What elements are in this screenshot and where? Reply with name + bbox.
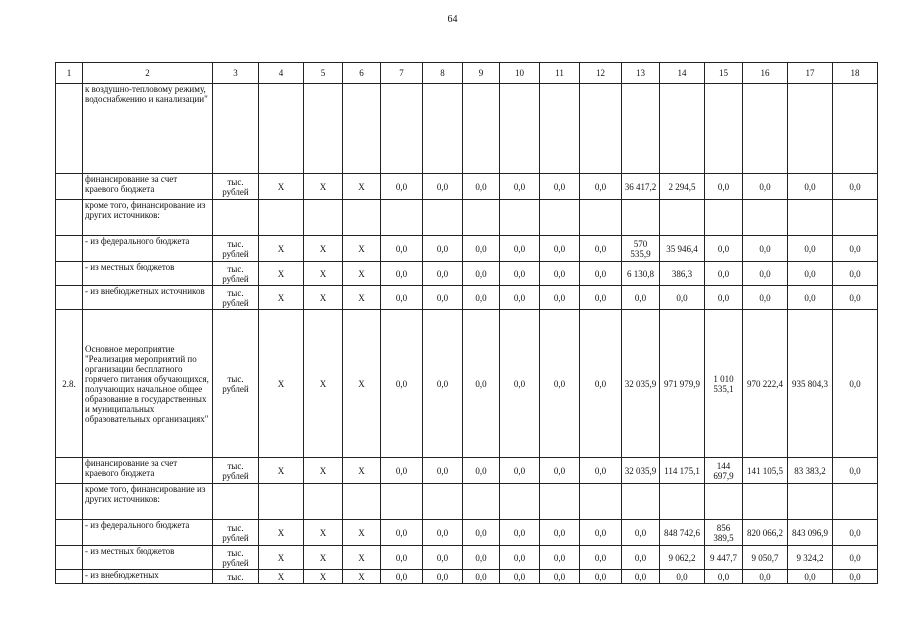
row-label-cell: - из федерального бюджета	[83, 236, 213, 262]
table-cell: 2 294,5	[660, 174, 705, 200]
table-cell: 0,0	[540, 520, 580, 546]
table-cell: 0,0	[580, 458, 622, 484]
table-cell	[304, 200, 343, 236]
table-cell	[622, 484, 660, 520]
table-cell: X	[343, 458, 381, 484]
table-cell: 0,0	[833, 174, 878, 200]
table-cell	[213, 484, 259, 520]
table-cell: X	[259, 310, 304, 458]
table-cell: тыс. рублей	[213, 458, 259, 484]
table-cell: 935 804,3	[788, 310, 833, 458]
table-cell	[540, 484, 580, 520]
row-label-cell: - из местных бюджетов	[83, 546, 213, 570]
table-cell: 83 383,2	[788, 458, 833, 484]
table-cell	[259, 484, 304, 520]
table-row	[56, 458, 878, 484]
table-cell: 570 535,9	[622, 236, 660, 262]
table-cell	[56, 484, 83, 520]
table-cell: X	[304, 286, 343, 310]
table-cell: 0,0	[788, 262, 833, 286]
table-cell: 0,0	[423, 310, 463, 458]
table-cell: 0,0	[423, 286, 463, 310]
table-cell: 0,0	[500, 262, 540, 286]
table-cell	[381, 84, 423, 174]
table-row	[56, 236, 878, 262]
table-cell: 0,0	[463, 546, 500, 570]
table-cell: X	[343, 570, 381, 584]
table-cell	[622, 200, 660, 236]
table-cell: X	[343, 236, 381, 262]
table-cell	[381, 484, 423, 520]
table-cell	[743, 200, 788, 236]
table-cell: 0,0	[463, 286, 500, 310]
table-cell: X	[343, 520, 381, 546]
table-cell	[705, 484, 743, 520]
table-cell	[56, 236, 83, 262]
table-cell: X	[259, 546, 304, 570]
row-label-cell: кроме того, финансирование из других источников:	[83, 484, 213, 520]
table-cell: 0,0	[381, 570, 423, 584]
table-cell	[580, 200, 622, 236]
column-header: 6	[343, 63, 381, 84]
row-label-cell: к воздушно-тепловому режиму, водоснабжению и канализации"	[83, 84, 213, 174]
table-cell: 9 447,7	[705, 546, 743, 570]
table-cell	[423, 484, 463, 520]
table-row	[56, 174, 878, 200]
table-cell: 0,0	[423, 458, 463, 484]
table-cell: X	[304, 236, 343, 262]
row-label-cell: Основное мероприятие "Реализация мероприятий по организации бесплатного горячего питания обучающихся, получающих начальное общее образование в государственных и муниципальных образовательных организациях"	[83, 310, 213, 458]
table-cell: 0,0	[580, 236, 622, 262]
column-header: 16	[743, 63, 788, 84]
table-cell	[56, 262, 83, 286]
table-cell	[833, 84, 878, 174]
table-cell	[833, 484, 878, 520]
table-cell: 0,0	[833, 458, 878, 484]
table-cell: 0,0	[705, 174, 743, 200]
table-cell: 0,0	[500, 310, 540, 458]
table-cell	[540, 84, 580, 174]
header-row	[56, 63, 878, 84]
table-cell	[580, 84, 622, 174]
table-cell: 0,0	[788, 174, 833, 200]
table-cell: 0,0	[540, 570, 580, 584]
table-cell: 856 389,5	[705, 520, 743, 546]
table-cell: 9 062,2	[660, 546, 705, 570]
table-cell: тыс. рублей	[213, 520, 259, 546]
table-cell	[660, 484, 705, 520]
table-cell: 0,0	[833, 262, 878, 286]
table-cell: 0,0	[622, 570, 660, 584]
row-label-cell: кроме того, финансирование из других источников:	[83, 200, 213, 236]
table-cell: 0,0	[540, 174, 580, 200]
table-cell	[343, 200, 381, 236]
column-header: 8	[423, 63, 463, 84]
table-cell: 0,0	[833, 546, 878, 570]
table-cell: 0,0	[580, 570, 622, 584]
table-cell: 9 324,2	[788, 546, 833, 570]
table-cell: 0,0	[381, 458, 423, 484]
table-cell: 0,0	[580, 174, 622, 200]
column-header: 18	[833, 63, 878, 84]
table-cell: X	[259, 570, 304, 584]
column-header: 15	[705, 63, 743, 84]
column-header: 5	[304, 63, 343, 84]
table-cell	[56, 200, 83, 236]
table-cell	[788, 84, 833, 174]
table-cell	[56, 520, 83, 546]
table-cell: 0,0	[833, 310, 878, 458]
table-cell	[500, 84, 540, 174]
table-cell: 0,0	[788, 286, 833, 310]
column-header: 9	[463, 63, 500, 84]
table-cell: 9 050,7	[743, 546, 788, 570]
table-cell: 0,0	[705, 286, 743, 310]
table-cell: 0,0	[540, 546, 580, 570]
column-header: 11	[540, 63, 580, 84]
table-cell: тыс. рублей	[213, 236, 259, 262]
table-row	[56, 570, 878, 584]
table-cell	[463, 484, 500, 520]
table-cell	[463, 200, 500, 236]
table-cell	[423, 84, 463, 174]
table-cell: 0,0	[381, 174, 423, 200]
table-cell: 0,0	[381, 546, 423, 570]
table-cell	[343, 84, 381, 174]
table-cell: 0,0	[743, 174, 788, 200]
table-cell: тыс. рублей	[213, 546, 259, 570]
table-cell	[304, 84, 343, 174]
table-cell	[343, 484, 381, 520]
column-header: 17	[788, 63, 833, 84]
table-cell: 36 417,2	[622, 174, 660, 200]
table-cell	[743, 484, 788, 520]
table-cell	[743, 84, 788, 174]
table-cell: 0,0	[463, 174, 500, 200]
table-cell	[705, 84, 743, 174]
table-cell	[423, 200, 463, 236]
table-cell	[259, 200, 304, 236]
table-cell: 0,0	[540, 236, 580, 262]
table-cell: 0,0	[500, 520, 540, 546]
table-cell: X	[304, 174, 343, 200]
table-cell: тыс. рублей	[213, 262, 259, 286]
table-cell: 1 010 535,1	[705, 310, 743, 458]
table-cell: 0,0	[622, 286, 660, 310]
row-label-cell: финансирование за счет краевого бюджета	[83, 458, 213, 484]
table-cell: 0,0	[463, 458, 500, 484]
table-cell: 848 742,6	[660, 520, 705, 546]
table-cell: 0,0	[580, 546, 622, 570]
table-cell: 0,0	[622, 546, 660, 570]
table-cell: 0,0	[463, 310, 500, 458]
table-cell: 0,0	[660, 570, 705, 584]
table-cell: 0,0	[540, 310, 580, 458]
table-cell	[56, 458, 83, 484]
table-cell: 114 175,1	[660, 458, 705, 484]
table-row	[56, 310, 878, 458]
table-cell: 2.8.	[56, 310, 83, 458]
table-cell: 0,0	[381, 262, 423, 286]
table-cell: X	[259, 262, 304, 286]
table-cell: X	[259, 458, 304, 484]
table-cell: 0,0	[423, 174, 463, 200]
table-cell: 0,0	[500, 570, 540, 584]
column-header: 12	[580, 63, 622, 84]
table-cell: 0,0	[788, 236, 833, 262]
table-cell: 0,0	[463, 262, 500, 286]
table-cell: 0,0	[500, 174, 540, 200]
page-number: 64	[447, 14, 458, 25]
table-cell	[660, 84, 705, 174]
row-label-cell: - из федерального бюджета	[83, 520, 213, 546]
table-cell	[500, 484, 540, 520]
table-cell: X	[304, 546, 343, 570]
table-cell: 0,0	[743, 236, 788, 262]
table-cell: X	[304, 310, 343, 458]
column-header: 1	[56, 63, 83, 84]
table-cell: X	[304, 520, 343, 546]
table-cell	[833, 200, 878, 236]
table-cell: 971 979,9	[660, 310, 705, 458]
table-cell: 0,0	[743, 570, 788, 584]
table-cell: 0,0	[540, 286, 580, 310]
table-cell: X	[343, 286, 381, 310]
table-cell: 0,0	[580, 286, 622, 310]
table-cell: X	[343, 262, 381, 286]
table-cell	[580, 484, 622, 520]
table-cell: 0,0	[580, 310, 622, 458]
table-row	[56, 546, 878, 570]
table-cell: 0,0	[500, 546, 540, 570]
table-cell: 820 066,2	[743, 520, 788, 546]
column-header: 10	[500, 63, 540, 84]
table-cell	[56, 546, 83, 570]
table-cell: 0,0	[463, 570, 500, 584]
table-cell: 0,0	[463, 520, 500, 546]
table-cell: 0,0	[381, 520, 423, 546]
table-cell: 0,0	[833, 286, 878, 310]
table-cell: X	[304, 458, 343, 484]
table-cell: X	[343, 310, 381, 458]
table-cell: X	[259, 174, 304, 200]
column-header: 4	[259, 63, 304, 84]
table-cell: тыс.	[213, 570, 259, 584]
table-cell	[213, 200, 259, 236]
table-cell	[788, 484, 833, 520]
table-cell: 0,0	[705, 236, 743, 262]
table-cell: тыс. рублей	[213, 174, 259, 200]
table-cell: 0,0	[705, 570, 743, 584]
table-cell: 970 222,4	[743, 310, 788, 458]
row-label-cell: финансирование за счет краевого бюджета	[83, 174, 213, 200]
table-row	[56, 286, 878, 310]
table-cell	[622, 84, 660, 174]
table-cell	[463, 84, 500, 174]
table-cell	[56, 174, 83, 200]
row-label-cell: - из местных бюджетов	[83, 262, 213, 286]
table-row	[56, 262, 878, 286]
table-cell: 0,0	[833, 570, 878, 584]
table-row	[56, 520, 878, 546]
table-cell: X	[304, 262, 343, 286]
table-cell: 0,0	[423, 546, 463, 570]
table-cell	[304, 484, 343, 520]
table-cell: 386,3	[660, 262, 705, 286]
table-row	[56, 484, 878, 520]
table-cell: 6 130,8	[622, 262, 660, 286]
table-cell: 0,0	[580, 262, 622, 286]
table-cell: 0,0	[463, 236, 500, 262]
table-cell: X	[343, 174, 381, 200]
table-cell: 32 035,9	[622, 310, 660, 458]
table-cell: 0,0	[381, 310, 423, 458]
table-cell	[660, 200, 705, 236]
table-cell: X	[259, 286, 304, 310]
table-cell: 0,0	[540, 458, 580, 484]
table-row	[56, 84, 878, 174]
table-cell: 0,0	[705, 262, 743, 286]
table-cell: 141 105,5	[743, 458, 788, 484]
table-cell	[56, 286, 83, 310]
table-cell: 0,0	[540, 262, 580, 286]
table-cell: тыс. рублей	[213, 286, 259, 310]
table-cell	[213, 84, 259, 174]
table-cell: X	[343, 546, 381, 570]
table-cell: 0,0	[500, 286, 540, 310]
table-cell: тыс. рублей	[213, 310, 259, 458]
table-cell: 0,0	[423, 262, 463, 286]
column-header: 13	[622, 63, 660, 84]
table-cell	[56, 84, 83, 174]
table-cell	[56, 570, 83, 584]
table-cell: X	[259, 520, 304, 546]
table-cell: 0,0	[423, 570, 463, 584]
column-header: 2	[83, 63, 213, 84]
table-cell	[788, 200, 833, 236]
table-cell: 0,0	[423, 236, 463, 262]
table-cell	[540, 200, 580, 236]
table-cell	[705, 200, 743, 236]
table-cell: 0,0	[381, 236, 423, 262]
column-header: 7	[381, 63, 423, 84]
table-cell	[500, 200, 540, 236]
column-header: 3	[213, 63, 259, 84]
table-cell: 0,0	[743, 286, 788, 310]
table-row	[56, 200, 878, 236]
table-cell: 0,0	[833, 236, 878, 262]
table-cell: 0,0	[500, 458, 540, 484]
table-cell: 0,0	[788, 570, 833, 584]
table-cell: 35 946,4	[660, 236, 705, 262]
table-cell: 0,0	[833, 520, 878, 546]
table-cell: 0,0	[500, 236, 540, 262]
table-cell: 0,0	[622, 520, 660, 546]
row-label-cell: - из внебюджетных источников	[83, 286, 213, 310]
table-cell: 0,0	[580, 520, 622, 546]
table-cell	[259, 84, 304, 174]
table-cell: 144 697,9	[705, 458, 743, 484]
table-cell: 0,0	[660, 286, 705, 310]
table-cell: 0,0	[743, 262, 788, 286]
table-cell	[381, 200, 423, 236]
table-cell: 0,0	[423, 520, 463, 546]
table-cell: 0,0	[381, 286, 423, 310]
row-label-cell: - из внебюджетных	[83, 570, 213, 584]
table-cell: 843 096,9	[788, 520, 833, 546]
budget-table	[55, 62, 878, 584]
column-header: 14	[660, 63, 705, 84]
table-cell: X	[304, 570, 343, 584]
table-cell: X	[259, 236, 304, 262]
table-cell: 32 035,9	[622, 458, 660, 484]
